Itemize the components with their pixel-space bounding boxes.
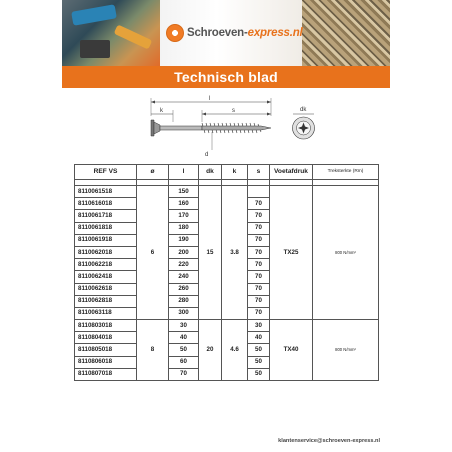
table-row <box>75 186 379 198</box>
col-header-dk: dk <box>199 165 222 180</box>
length-cell: 60 <box>169 356 199 368</box>
drive-cell: TX40 <box>270 320 313 381</box>
s-cell <box>248 186 270 198</box>
s-cell: 70 <box>248 259 270 271</box>
s-cell: 70 <box>248 246 270 258</box>
tools-photo <box>62 0 160 66</box>
length-cell: 150 <box>169 186 199 198</box>
s-cell: 40 <box>248 332 270 344</box>
length-cell: 70 <box>169 368 199 380</box>
s-cell: 70 <box>248 222 270 234</box>
s-cell: 70 <box>248 307 270 319</box>
length-cell: 50 <box>169 344 199 356</box>
dim-dk-label: dk <box>300 107 307 113</box>
ref-cell: 8110804018 <box>75 332 137 344</box>
s-cell: 70 <box>248 271 270 283</box>
s-cell: 70 <box>248 198 270 210</box>
dim-l-label: l <box>209 96 211 102</box>
screw-head <box>151 120 154 136</box>
ref-cell: 8110061818 <box>75 222 137 234</box>
screws-photo <box>302 0 390 66</box>
logo-main: Schroeven- <box>187 27 248 39</box>
logo-accent: express.nl <box>247 27 303 39</box>
ref-cell: 8110062418 <box>75 271 137 283</box>
k-cell: 4.6 <box>222 320 248 381</box>
ref-cell: 8110062618 <box>75 283 137 295</box>
dk-cell: 20 <box>199 320 222 381</box>
col-header-s: s <box>248 165 270 180</box>
s-cell: 50 <box>248 344 270 356</box>
dim-s-label: s <box>232 108 235 114</box>
length-cell: 160 <box>169 198 199 210</box>
col-header-diameter: ø <box>137 165 169 180</box>
s-cell: 70 <box>248 283 270 295</box>
length-cell: 240 <box>169 271 199 283</box>
drive-cell: TX25 <box>270 186 313 320</box>
length-cell: 40 <box>169 332 199 344</box>
ref-cell: 8110616018 <box>75 198 137 210</box>
title-banner <box>62 66 390 88</box>
s-cell: 70 <box>248 295 270 307</box>
ref-cell: 8110806018 <box>75 356 137 368</box>
col-header-length: l <box>169 165 199 180</box>
page-title: Technisch blad <box>174 69 278 85</box>
ref-cell: 8110062218 <box>75 259 137 271</box>
col-header-drive: Voetafdruk <box>270 165 313 180</box>
ref-cell: 8110803018 <box>75 320 137 332</box>
ref-cell: 8110807018 <box>75 368 137 380</box>
header <box>62 0 390 66</box>
strength-cell: 800 N/mm² <box>313 320 379 381</box>
ref-cell: 8110805018 <box>75 344 137 356</box>
s-cell: 50 <box>248 368 270 380</box>
technical-sheet <box>62 0 390 452</box>
logo-icon <box>166 24 184 42</box>
col-header-ref: REF VS <box>75 165 137 180</box>
footer-email[interactable]: klantenservice@schroeven-express.nl <box>278 438 380 444</box>
logo[interactable] <box>166 24 303 42</box>
length-cell: 190 <box>169 234 199 246</box>
length-cell: 180 <box>169 222 199 234</box>
diameter-cell: 6 <box>137 186 169 320</box>
length-cell: 200 <box>169 246 199 258</box>
screw-shank <box>160 126 202 130</box>
length-cell: 220 <box>169 259 199 271</box>
dim-k-label: k <box>160 108 163 114</box>
ref-cell: 8110062818 <box>75 295 137 307</box>
s-cell: 70 <box>248 210 270 222</box>
dim-d-label: d <box>205 152 209 158</box>
ref-cell: 8110062018 <box>75 246 137 258</box>
strength-cell: 800 N/mm² <box>313 186 379 320</box>
length-cell: 300 <box>169 307 199 319</box>
diameter-cell: 8 <box>137 320 169 381</box>
length-cell: 260 <box>169 283 199 295</box>
length-cell: 30 <box>169 320 199 332</box>
ref-cell: 8110061918 <box>75 234 137 246</box>
col-header-strength: Treksterkte (Rm) <box>313 165 379 180</box>
s-cell: 50 <box>248 356 270 368</box>
screw-drawing <box>62 92 390 162</box>
s-cell: 70 <box>248 234 270 246</box>
k-cell: 3.8 <box>222 186 248 320</box>
table-row <box>75 320 379 332</box>
col-header-k: k <box>222 165 248 180</box>
ref-cell: 8110061518 <box>75 186 137 198</box>
spec-table <box>74 164 379 381</box>
ref-cell: 8110061718 <box>75 210 137 222</box>
ref-cell: 8110063118 <box>75 307 137 319</box>
length-cell: 170 <box>169 210 199 222</box>
s-cell: 30 <box>248 320 270 332</box>
logo-text <box>187 27 303 39</box>
length-cell: 280 <box>169 295 199 307</box>
dk-cell: 15 <box>199 186 222 320</box>
